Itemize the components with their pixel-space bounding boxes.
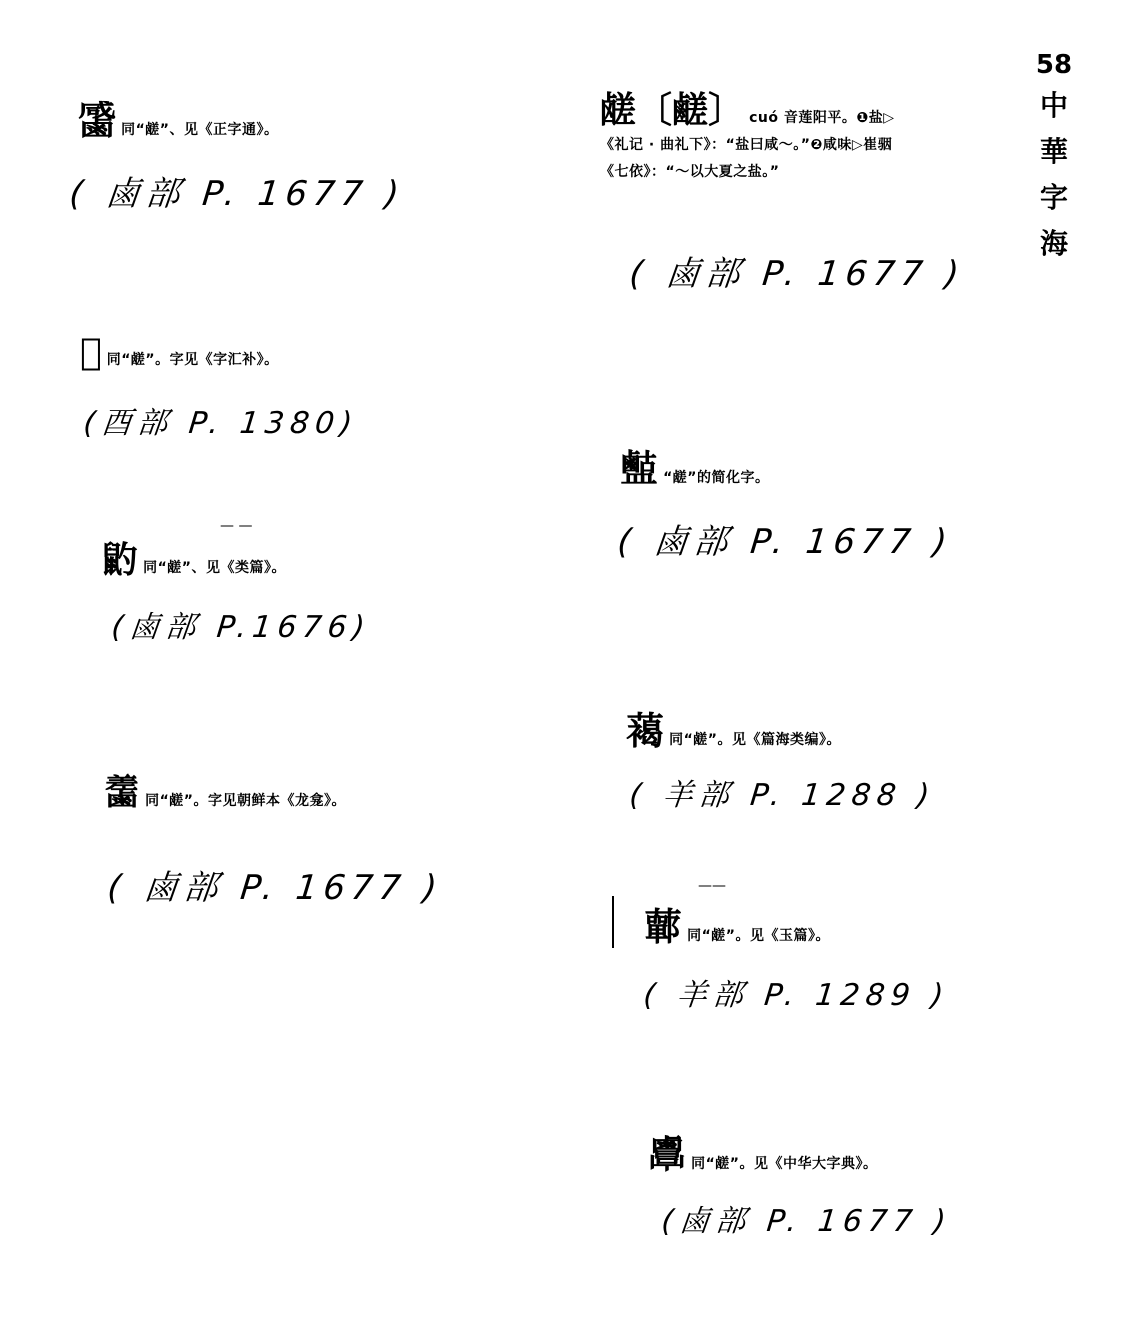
margin-line xyxy=(612,896,614,948)
handwritten-note: ( 鹵部 P. 1677 ) xyxy=(627,254,967,294)
entry-definition: 同“鹾”、见《类篇》。 xyxy=(143,560,287,576)
mark: —— xyxy=(698,878,726,894)
dictionary-entry xyxy=(620,444,1020,491)
entry-definition: 同“鹾”。字见《字汇补》。 xyxy=(106,352,279,368)
dictionary-entry xyxy=(80,332,500,373)
entry-definition: cuó 音莲阳平。❶盐▷《礼记 · 曲礼下》：“盐曰咸～。”❷咸味▷崔骃《七依》：“～以大夏之盐。” xyxy=(600,110,895,180)
handwritten-note: (鹵部 P. 1677 ) xyxy=(659,1204,954,1239)
dictionary-entry xyxy=(644,896,1044,951)
dictionary-entry xyxy=(102,532,522,583)
entry-definition: 同“鹾”。见《中华大字典》。 xyxy=(691,1156,878,1172)
dictionary-entry xyxy=(600,90,900,185)
side-title-char: 中 xyxy=(1039,89,1068,122)
entry-headword: 䕣 xyxy=(626,709,665,753)
side-title-char: 字 xyxy=(1039,181,1068,214)
dictionary-entry xyxy=(78,96,498,143)
handwritten-note: ( 羊部 P. 1288 ) xyxy=(627,778,937,813)
entry-definition: 同“鹾”。见《玉篇》。 xyxy=(687,928,831,944)
mark: — — xyxy=(220,518,253,534)
entry-definition: “鹾”的简化字。 xyxy=(663,470,770,486)
entry-headword: 𪉶 xyxy=(620,447,659,491)
handwritten-note: (鹵部 P.1676) xyxy=(109,610,373,645)
handwritten-note: ( 鹵部 P. 1677 ) xyxy=(67,174,407,214)
entry-definition: 同“鹾”、见《正字通》。 xyxy=(121,122,279,138)
handwritten-note: ( 羊部 P. 1289 ) xyxy=(641,978,951,1013)
side-title-char: 華 xyxy=(1039,135,1068,168)
entry-definition: 同“鹾”。字见朝鲜本《龙龛》。 xyxy=(145,793,347,809)
dictionary-entry xyxy=(626,700,1046,755)
handwritten-note: ( 鹵部 P. 1677 ) xyxy=(105,868,445,908)
entry-headword: 𪉵 xyxy=(104,773,141,814)
dictionary-entry xyxy=(648,1130,1088,1177)
entry-headword: 𪉷 xyxy=(648,1133,687,1177)
page-number: 58 xyxy=(1035,50,1073,80)
side-title-char: 海 xyxy=(1039,227,1068,260)
entry-headword: 𪉳 xyxy=(78,99,117,143)
entry-definition: 同“鹾”。见《篇海类编》。 xyxy=(669,732,842,748)
handwritten-note: (酉部 P. 1380) xyxy=(81,406,360,441)
side-title xyxy=(1034,50,1074,264)
handwritten-note: ( 鹵部 P. 1677 ) xyxy=(615,522,955,562)
entry-headword: 䶂 xyxy=(102,540,139,581)
entry-headword: 鹾〔鹺〕 xyxy=(600,90,745,131)
dictionary-entry xyxy=(104,770,414,815)
entry-headword: 𨣥 xyxy=(80,332,102,373)
entry-headword: 䕤 xyxy=(644,905,683,949)
